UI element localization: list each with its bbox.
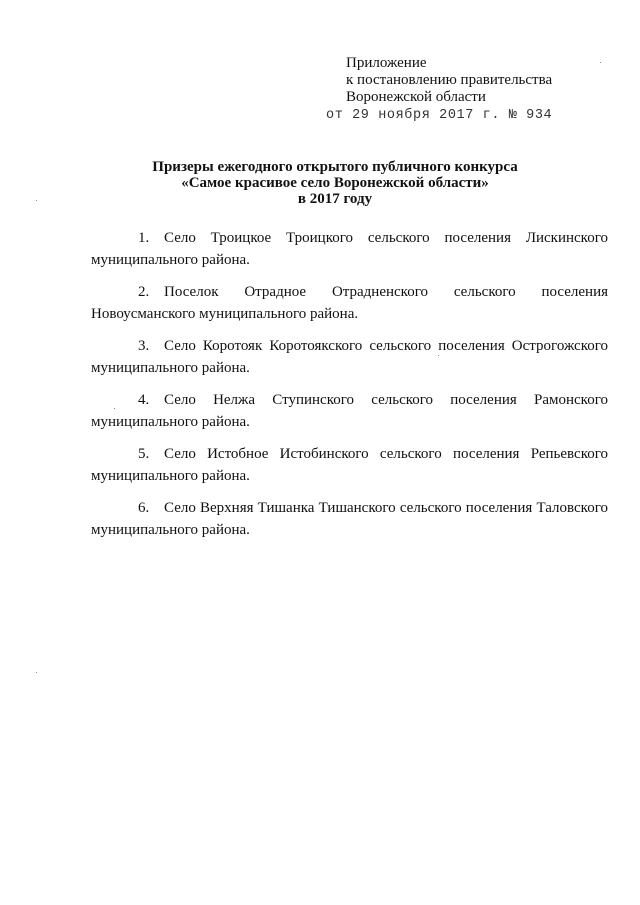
list-item <box>91 281 608 325</box>
winners-list <box>91 227 608 551</box>
item-text: Поселок Отрадное Отрадненского сельского поселения Новоусманского муниципального района. <box>91 284 608 322</box>
item-number: 1. <box>138 230 150 246</box>
list-item <box>91 497 608 541</box>
item-text: Село Коротояк Коротоякского сельского поселения Острогожского муниципального района. <box>91 338 608 376</box>
title-line-3: в 2017 году <box>297 191 373 207</box>
title-line-2: «Самое красивое село Воронежской области» <box>181 175 489 191</box>
scan-speck <box>114 408 115 409</box>
appendix-region: Воронежской области <box>346 89 486 105</box>
title-line-1: Призеры ежегодного открытого публичного конкурса <box>152 159 518 175</box>
item-number: 5. <box>138 446 150 462</box>
list-item <box>91 227 608 271</box>
list-item <box>91 389 608 433</box>
document-title <box>90 159 580 207</box>
appendix-date-number-stamp: от 29 ноября 2017 г. № 934 <box>326 108 553 123</box>
appendix-label: Приложение <box>346 55 427 71</box>
item-number: 6. <box>138 500 150 516</box>
scan-speck <box>600 62 601 63</box>
scan-speck <box>36 200 37 201</box>
item-text: Село Верхняя Тишанка Тишанского сельского поселения Таловского муниципального района. <box>91 500 608 538</box>
scan-speck <box>438 355 439 356</box>
item-number: 3. <box>138 338 150 354</box>
item-text: Село Истобное Истобинского сельского поселения Репьевского муниципального района. <box>91 446 608 484</box>
scan-speck <box>36 672 37 673</box>
appendix-header <box>326 55 553 124</box>
list-item <box>91 443 608 487</box>
item-text: Село Нелжа Ступинского сельского поселения Рамонского муниципального района. <box>91 392 608 430</box>
item-text: Село Троицкое Троицкого сельского поселения Лискинского муниципального района. <box>91 230 608 268</box>
appendix-resolution: к постановлению правительства <box>346 72 553 88</box>
item-number: 4. <box>138 392 150 408</box>
list-item <box>91 335 608 379</box>
item-number: 2. <box>138 284 150 300</box>
